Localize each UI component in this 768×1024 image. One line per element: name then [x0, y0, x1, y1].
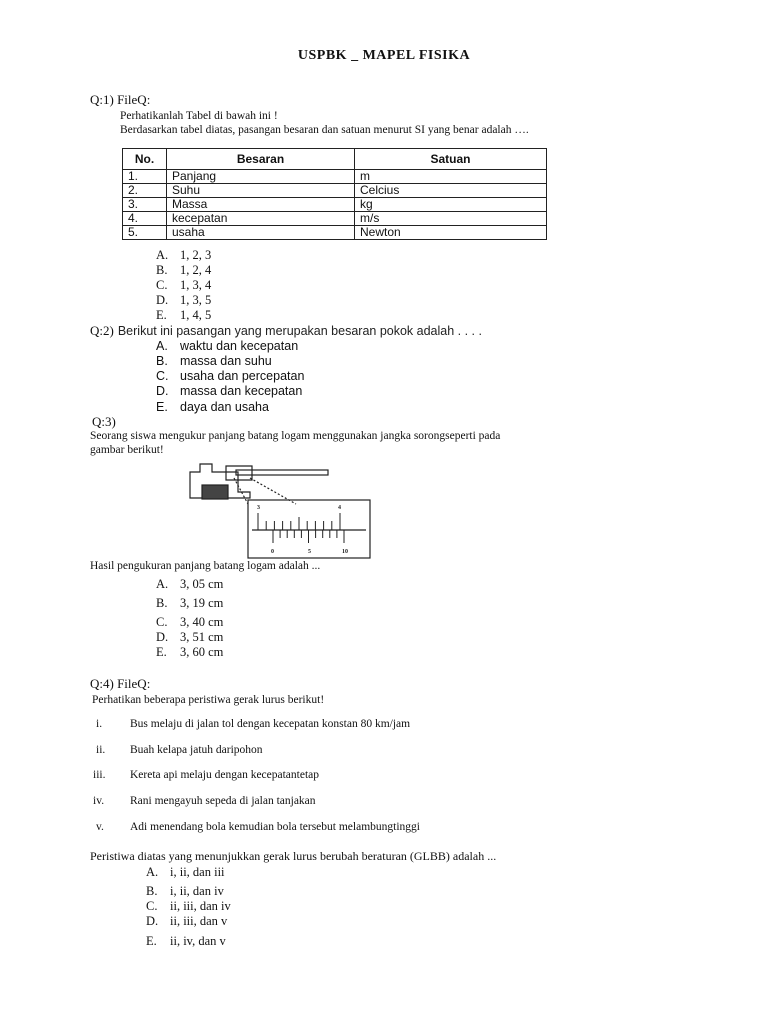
q4-option-c[interactable] — [146, 899, 231, 914]
q2-question: Berikut ini pasangan yang merupakan besaran pokok adalah . . . . — [117, 324, 482, 338]
q2-option-a[interactable] — [156, 339, 298, 353]
statement-text: Rani mengayuh sepeda di jalan tanjakan — [130, 795, 316, 807]
main-scale-label: 3 — [257, 505, 260, 511]
measured-rod — [202, 485, 228, 499]
statement-item — [96, 718, 576, 732]
option-text: 1, 3, 5 — [180, 293, 212, 307]
option-text: ii, iii, dan v — [170, 914, 228, 928]
statement-number: i. — [96, 718, 103, 730]
statement-item — [96, 744, 576, 758]
statement-text: Buah kelapa jatuh daripohon — [130, 744, 263, 756]
option-letter: D. — [156, 384, 169, 398]
option-letter: A. — [156, 339, 168, 353]
table-cell: Celcius — [355, 184, 547, 198]
option-text: 1, 3, 4 — [180, 278, 212, 292]
q2-option-d[interactable] — [156, 384, 302, 398]
table-header-row — [123, 149, 547, 170]
statement-item — [93, 769, 573, 783]
option-text: 3, 60 cm — [180, 645, 224, 659]
vernier-scale-ticks — [273, 530, 344, 543]
option-text: usaha dan percepatan — [180, 369, 305, 383]
q3-result-question: Hasil pengukuran panjang batang logam adalah ... — [90, 560, 321, 572]
table-cell: 4. — [123, 212, 167, 226]
header-no: No. — [123, 149, 167, 170]
q3-option-d[interactable] — [156, 630, 223, 645]
q2-label: Q:2) — [90, 323, 114, 338]
q3-question-line1: Seorang siswa mengukur panjang batang logam menggunakan jangka sorongseperti pada — [90, 430, 501, 442]
q4-option-a[interactable] — [146, 865, 225, 880]
option-letter: B. — [156, 596, 168, 610]
statement-number: iii. — [93, 769, 106, 781]
q1-option-e[interactable] — [156, 308, 211, 323]
table-cell: kg — [355, 198, 547, 212]
statement-item — [93, 795, 573, 809]
option-letter: E. — [146, 934, 157, 948]
main-scale-label: 4 — [338, 505, 341, 511]
q1-instruction: Perhatikanlah Tabel di bawah ini ! — [120, 110, 278, 122]
table-row — [123, 226, 547, 240]
q1-option-c[interactable] — [156, 278, 211, 293]
option-letter: C. — [156, 615, 168, 629]
table-cell: m — [355, 170, 547, 184]
option-text: 3, 40 cm — [180, 615, 224, 629]
table-cell: Panjang — [167, 170, 355, 184]
statement-text: Kereta api melaju dengan kecepatantetap — [130, 769, 320, 781]
option-letter: B. — [156, 263, 168, 277]
table-row — [123, 212, 547, 226]
option-text: ii, iv, dan v — [170, 934, 226, 948]
q2-option-e[interactable] — [156, 400, 269, 414]
caliper-slider — [226, 466, 252, 480]
option-letter: D. — [156, 293, 169, 307]
table-row — [123, 198, 547, 212]
option-letter: B. — [146, 884, 158, 898]
q3-option-c[interactable] — [156, 615, 223, 630]
table-cell: 5. — [123, 226, 167, 240]
option-text: 1, 2, 4 — [180, 263, 212, 277]
q4-intro: Perhatikan beberapa peristiwa gerak lurus berikut! — [92, 694, 325, 706]
q3-option-a[interactable] — [156, 577, 223, 592]
statement-text: Bus melaju di jalan tol dengan kecepatan konstan 80 km/jam — [130, 718, 411, 730]
table-cell: kecepatan — [167, 212, 355, 226]
vernier-label: 5 — [308, 549, 311, 555]
caliper-beam — [236, 470, 328, 475]
option-letter: B. — [156, 354, 168, 368]
option-letter: A. — [156, 577, 169, 591]
main-scale-ticks — [258, 513, 340, 530]
q2-option-b[interactable] — [156, 354, 272, 368]
table-cell: Suhu — [167, 184, 355, 198]
vernier-label: 10 — [342, 549, 348, 555]
table-row — [123, 184, 547, 198]
header-satuan: Satuan — [355, 149, 547, 170]
q1-option-a[interactable] — [156, 248, 211, 263]
statement-number: v. — [96, 821, 104, 833]
q4-question: Peristiwa diatas yang menunjukkan gerak lurus berubah beraturan (GLBB) adalah ... — [90, 849, 497, 863]
option-text: i, ii, dan iv — [170, 884, 224, 898]
option-letter: E. — [156, 308, 167, 322]
q3-label: Q:3) — [92, 414, 116, 429]
option-text: daya dan usaha — [180, 400, 269, 414]
q4-option-e[interactable] — [146, 934, 226, 949]
q1-label: Q:1) FileQ: — [90, 92, 151, 107]
option-text: 1, 4, 5 — [180, 308, 212, 322]
statement-number: ii. — [96, 744, 106, 756]
q3-question-line2: gambar berikut! — [90, 444, 164, 456]
table-cell: 3. — [123, 198, 167, 212]
q2-option-c[interactable] — [156, 369, 304, 383]
table-cell: m/s — [355, 212, 547, 226]
option-letter: C. — [146, 899, 158, 913]
option-letter: D. — [146, 914, 159, 928]
q2-line — [90, 322, 482, 340]
option-text: 3, 19 cm — [180, 596, 224, 610]
q1-option-b[interactable] — [156, 263, 211, 278]
option-letter: A. — [146, 865, 159, 879]
page-title: USPBK _ MAPEL FISIKA — [297, 48, 471, 63]
option-text: ii, iii, dan iv — [170, 899, 231, 913]
option-text: waktu dan kecepatan — [180, 339, 299, 353]
statement-text: Adi menendang bola kemudian bola tersebut melambungtinggi — [130, 821, 420, 833]
statement-item — [96, 821, 596, 835]
table-cell: 2. — [123, 184, 167, 198]
q3-option-e[interactable] — [156, 645, 223, 660]
caliper-figure — [180, 458, 380, 560]
table-cell: Newton — [355, 226, 547, 240]
option-letter: C. — [156, 369, 169, 383]
table-cell: Massa — [167, 198, 355, 212]
option-text: 3, 51 cm — [180, 630, 224, 644]
q3-option-b[interactable] — [156, 596, 223, 611]
q1-question: Berdasarkan tabel diatas, pasangan besaran dan satuan menurut SI yang benar adalah …. — [120, 124, 529, 136]
q1-option-d[interactable] — [156, 293, 211, 308]
q4-option-d[interactable] — [146, 914, 227, 929]
option-text: i, ii, dan iii — [170, 865, 225, 879]
q1-table — [122, 148, 547, 240]
q4-label: Q:4) FileQ: — [90, 676, 151, 691]
option-text: 3, 05 cm — [180, 577, 224, 591]
vernier-label: 0 — [271, 549, 274, 555]
option-text: 1, 2, 3 — [180, 248, 212, 262]
option-letter: D. — [156, 630, 169, 644]
q4-option-b[interactable] — [146, 884, 224, 899]
header-besaran: Besaran — [167, 149, 355, 170]
table-cell: usaha — [167, 226, 355, 240]
option-text: massa dan kecepatan — [180, 384, 303, 398]
option-letter: C. — [156, 278, 168, 292]
option-letter: E. — [156, 645, 167, 659]
option-letter: A. — [156, 248, 169, 262]
statement-number: iv. — [93, 795, 105, 807]
table-row — [123, 170, 547, 184]
option-letter: E. — [156, 400, 168, 414]
table-cell: 1. — [123, 170, 167, 184]
option-text: massa dan suhu — [180, 354, 272, 368]
